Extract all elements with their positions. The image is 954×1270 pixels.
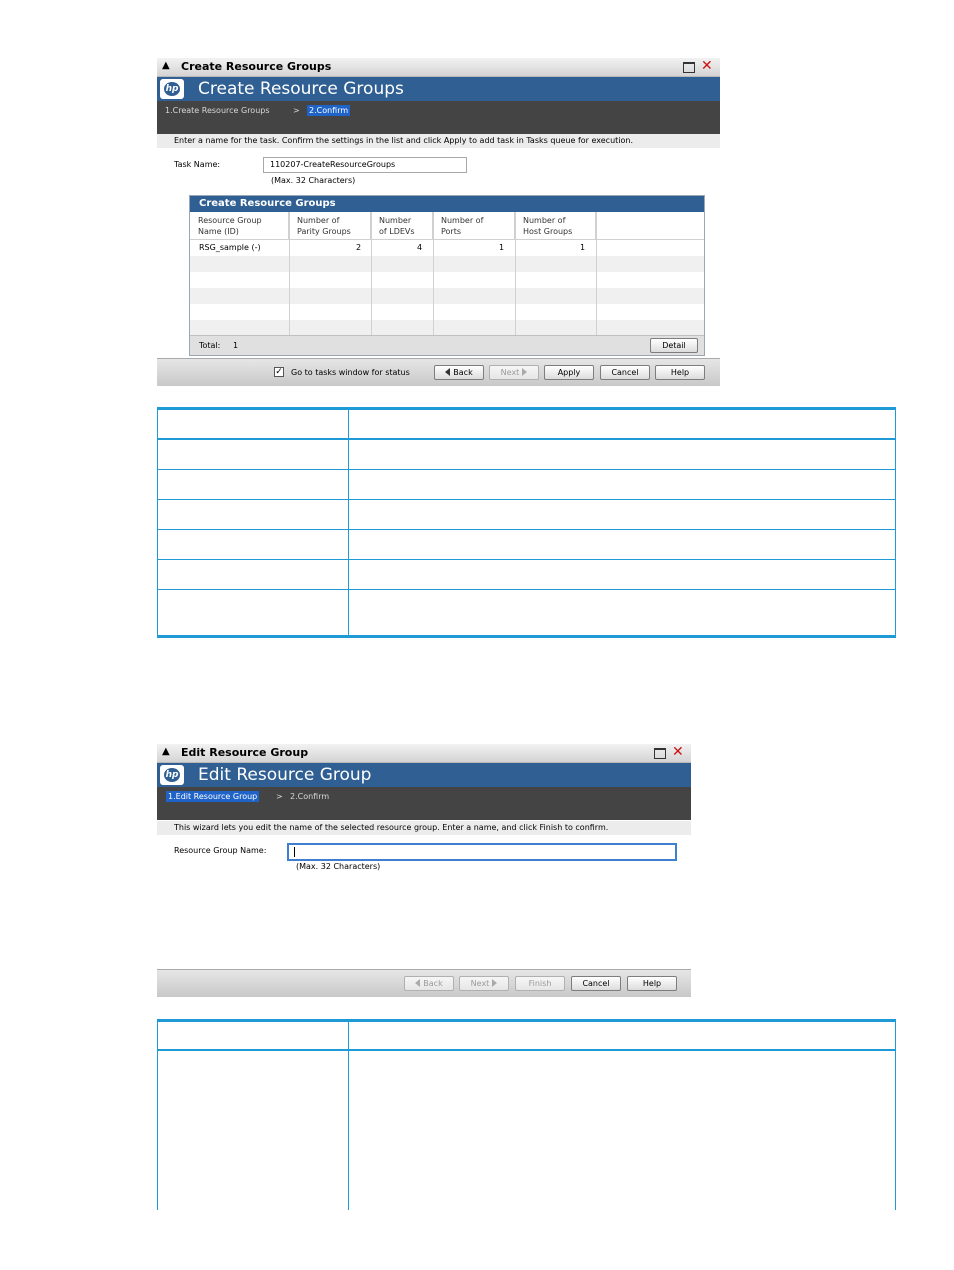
column-header-line: Ports xyxy=(441,227,462,236)
wizard-steps xyxy=(157,101,720,134)
close-icon[interactable]: ✕ xyxy=(672,744,684,760)
maximize-icon[interactable] xyxy=(654,748,666,759)
table-rule xyxy=(157,407,896,410)
detail-button[interactable]: Detail xyxy=(650,338,698,353)
back-label: Back xyxy=(423,979,443,988)
resource-group-name-input[interactable] xyxy=(287,843,677,861)
wizard-steps xyxy=(157,787,691,820)
column-header-filler xyxy=(596,212,704,240)
table-rule xyxy=(348,407,349,638)
column-header-name[interactable] xyxy=(190,212,289,240)
create-resource-groups-dialog xyxy=(157,58,720,385)
resource-group-name-label: Resource Group Name: xyxy=(174,846,267,855)
back-button[interactable] xyxy=(404,976,454,991)
instructions-text: Enter a name for the task. Confirm the settings in the list and click Apply to add task in Tasks queue for execution. xyxy=(174,136,634,145)
doc-table-create xyxy=(157,407,896,638)
table-row-empty xyxy=(190,304,704,320)
chevron-left-icon xyxy=(445,368,450,376)
dialog-button-bar xyxy=(157,969,691,997)
table-rule xyxy=(157,1049,896,1051)
column-header-line: Host Groups xyxy=(523,227,573,236)
table-row-empty xyxy=(190,288,704,304)
table-rule xyxy=(157,438,896,440)
table-row[interactable] xyxy=(190,240,704,256)
step-edit: 1.Edit Resource Group xyxy=(168,792,258,801)
cancel-button[interactable]: Cancel xyxy=(571,976,621,991)
next-label: Next xyxy=(500,368,520,377)
text-cursor xyxy=(294,847,295,857)
chevron-right-icon xyxy=(522,368,527,376)
name-hint: (Max. 32 Characters) xyxy=(296,862,381,871)
column-header-line: Resource Group xyxy=(198,216,262,225)
maximize-icon[interactable] xyxy=(683,62,695,73)
table-row-empty xyxy=(190,272,704,288)
table-rule xyxy=(157,1019,158,1210)
column-header-line: Parity Groups xyxy=(297,227,351,236)
table-rule xyxy=(157,407,158,638)
goto-tasks-label: Go to tasks window for status xyxy=(291,368,410,377)
dialog-banner xyxy=(157,77,720,101)
cell-parity-groups: 2 xyxy=(356,243,362,252)
column-divider xyxy=(515,212,516,335)
banner-title: Create Resource Groups xyxy=(198,79,404,99)
chevron-left-icon xyxy=(415,979,420,987)
doc-table-edit xyxy=(157,1019,896,1210)
hp-logo-icon: hp xyxy=(160,79,184,99)
next-button[interactable] xyxy=(459,976,509,991)
column-divider xyxy=(371,212,372,335)
help-button[interactable]: Help xyxy=(627,976,677,991)
back-label: Back xyxy=(453,368,473,377)
dialog-banner xyxy=(157,763,691,787)
window-title: Edit Resource Group xyxy=(181,746,309,759)
task-name-input[interactable]: 110207-CreateResourceGroups xyxy=(263,157,467,173)
window-title: Create Resource Groups xyxy=(181,60,332,73)
cell-name: RSG_sample (-) xyxy=(199,243,261,252)
table-title-bar xyxy=(190,196,704,212)
table-footer xyxy=(190,335,704,355)
task-name-label: Task Name: xyxy=(174,160,221,169)
back-button[interactable] xyxy=(434,365,484,380)
column-divider xyxy=(596,212,597,335)
table-row-empty xyxy=(190,256,704,272)
column-header-line: Number xyxy=(379,216,412,225)
step-separator: > xyxy=(293,106,300,115)
table-rule xyxy=(895,407,896,638)
table-rule xyxy=(157,499,896,500)
apply-button[interactable]: Apply xyxy=(544,365,594,380)
step-confirm: 2.Confirm xyxy=(290,792,330,801)
table-rule xyxy=(157,529,896,530)
instructions-text: This wizard lets you edit the name of the selected resource group. Enter a name, and click Finish to confirm. xyxy=(174,823,609,832)
help-button[interactable]: Help xyxy=(655,365,705,380)
collapse-icon[interactable]: ▲ xyxy=(162,60,170,71)
next-button[interactable] xyxy=(489,365,539,380)
table-rule xyxy=(157,635,896,638)
table-rule xyxy=(157,559,896,560)
total-label: Total: xyxy=(199,341,221,350)
banner-title: Edit Resource Group xyxy=(198,765,372,785)
chevron-right-icon xyxy=(492,979,497,987)
instructions-bar xyxy=(157,821,691,835)
table-rule xyxy=(895,1019,896,1210)
table-title: Create Resource Groups xyxy=(199,198,336,209)
total-value: 1 xyxy=(233,341,239,350)
table-row-empty xyxy=(190,320,704,335)
column-header-parity-groups[interactable] xyxy=(289,212,371,240)
instructions-bar xyxy=(157,134,720,148)
next-label: Next xyxy=(470,979,490,988)
collapse-icon[interactable]: ▲ xyxy=(162,746,170,757)
close-icon[interactable]: ✕ xyxy=(701,58,713,74)
table-rule xyxy=(157,589,896,590)
column-header-ports[interactable] xyxy=(433,212,515,240)
column-divider xyxy=(433,212,434,335)
hp-logo-icon: hp xyxy=(160,765,184,785)
table-rule xyxy=(157,469,896,470)
task-name-hint: (Max. 32 Characters) xyxy=(271,176,356,185)
column-header-host-groups[interactable] xyxy=(515,212,596,240)
goto-tasks-checkbox[interactable]: ✓ xyxy=(275,367,283,377)
table-rule xyxy=(348,1019,349,1210)
column-divider xyxy=(289,212,290,335)
step-separator: > xyxy=(276,792,283,801)
column-header-line: of LDEVs xyxy=(379,227,415,236)
dialog-titlebar xyxy=(157,58,720,77)
step-create: 1.Create Resource Groups xyxy=(165,106,270,115)
column-header-ldevs[interactable] xyxy=(371,212,433,240)
dialog-titlebar xyxy=(157,744,691,763)
column-header-line: Name (ID) xyxy=(198,227,239,236)
cell-ports: 1 xyxy=(499,243,505,252)
dialog-button-bar xyxy=(157,358,720,386)
column-header-line: Number of xyxy=(441,216,484,225)
cell-host-groups: 1 xyxy=(580,243,586,252)
step-confirm: 2.Confirm xyxy=(309,106,349,115)
cancel-button[interactable]: Cancel xyxy=(600,365,650,380)
edit-resource-group-dialog xyxy=(157,744,691,996)
resource-groups-table xyxy=(189,195,705,356)
finish-button[interactable]: Finish xyxy=(515,976,565,991)
cell-ldevs: 4 xyxy=(417,243,423,252)
table-rule xyxy=(157,1019,896,1022)
column-header-line: Number of xyxy=(297,216,340,225)
column-header-line: Number of xyxy=(523,216,566,225)
